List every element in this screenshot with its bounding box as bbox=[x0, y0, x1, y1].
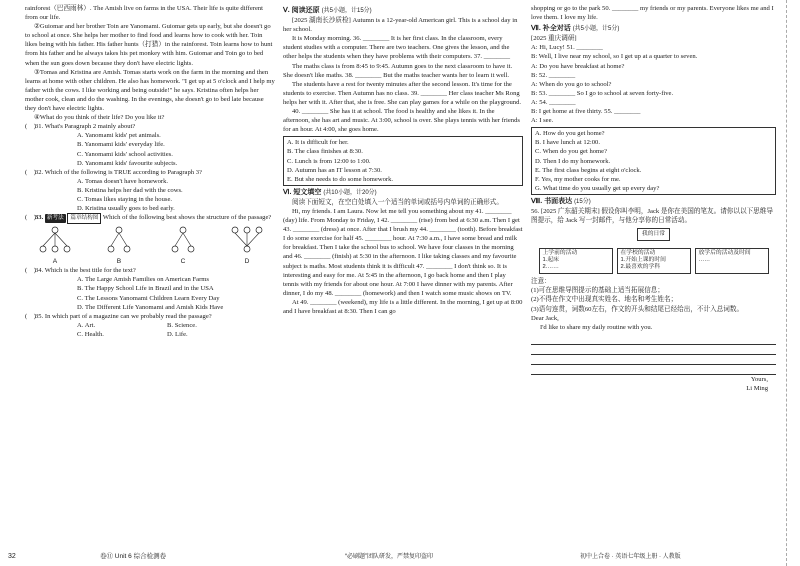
question-32 bbox=[25, 168, 275, 177]
letter-closing: Yours, bbox=[750, 375, 768, 383]
question-34-text: 34. Which is the best title for the text? bbox=[35, 267, 136, 275]
options-box bbox=[283, 136, 523, 185]
q34-option-d: D. The Different Life Yanomami and Amish Kids Have bbox=[77, 303, 224, 311]
left-column bbox=[25, 4, 275, 339]
dialog-line-7: A: 54. ________ bbox=[531, 98, 576, 106]
note-1: (1)可在思维导图提示的基础上适当拓展信息； bbox=[531, 287, 664, 295]
writing-prompt: 56. [2025 广东韶关期末] 假设你叫李明，Jack 是你在美国的笔友。请你以以下思维导图提示，给 Jack 写一封邮件，与他分享你的日常活动。 bbox=[531, 207, 773, 225]
mind-map-node-at-school: 在学校的活动 1.开始上课的时间 2.最喜欢的学科 bbox=[617, 248, 691, 274]
writing-lines[interactable] bbox=[531, 335, 776, 375]
q35-option-c: C. Health. bbox=[77, 330, 104, 338]
new-format-badge: 新考法 bbox=[45, 214, 66, 223]
letter-signature: Li Ming bbox=[746, 384, 768, 392]
option-e: E. But she needs to do some homework. bbox=[287, 175, 394, 183]
option-d: D. Then I do my homework. bbox=[535, 157, 611, 165]
question-32-text: 32. Which of the following is TRUE according to Paragraph 3? bbox=[35, 168, 202, 176]
option-a: A. It is difficult for her. bbox=[287, 139, 349, 147]
q31-option-a: A. Yanomami kids' pet animals. bbox=[77, 132, 161, 140]
dialog-line-5: A: When do you go to school? bbox=[531, 80, 612, 88]
option-c: C. When do you get home? bbox=[535, 148, 608, 156]
middle-column bbox=[283, 4, 523, 316]
label-c: C bbox=[180, 258, 186, 266]
question-35 bbox=[25, 312, 275, 321]
center-footer: “必刷题”团队研发，严禁复印盗印 bbox=[345, 554, 433, 560]
label-b: B bbox=[116, 258, 122, 266]
q34-option-c: C. The Lessons Yanomami Children Learn Every Day bbox=[77, 294, 220, 302]
fill-text-end: shopping or go to the park 50. ________ my friends or my parents. Everyone likes me and I love them. I love my life. bbox=[531, 5, 774, 22]
answer-bracket[interactable]: ( ) bbox=[25, 214, 36, 222]
q31-option-d: D. Yanomami kids' favourite subjects. bbox=[77, 159, 178, 167]
right-column bbox=[531, 4, 776, 393]
letter-opening: I'd like to share my daily routine with you. bbox=[540, 323, 653, 331]
dialog-options-box bbox=[531, 127, 776, 195]
page-number: 32 bbox=[8, 553, 16, 560]
label-d: D bbox=[244, 258, 250, 266]
instruction-6: 阅读下面短文，在空白处填入一个适当的单词或括号内单词的正确形式。 bbox=[292, 198, 503, 206]
question-33 bbox=[25, 213, 275, 224]
dialog-line-9: A: I see. bbox=[531, 117, 554, 125]
dialog-line-2: B: Well, I live near my school, so I get up at a quarter to seven. bbox=[531, 53, 698, 61]
reading-p2: The maths class is from 8:45 to 9:45. Autumn goes to the next classroom to have it. She doesn't like maths. 38. ________ But the maths teacher wants her to learn it well. bbox=[283, 62, 513, 79]
option-a: A. How do you get home? bbox=[535, 130, 605, 138]
q31-option-c: C. Yanomami kids' school activities. bbox=[77, 150, 173, 158]
structure-option-c[interactable] bbox=[165, 226, 201, 266]
q35-option-b: B. Science. bbox=[167, 321, 197, 329]
dialog-line-4: B: 52. ________ bbox=[531, 71, 576, 79]
reading-p4: 40. ________ She has it at school. The food is healthy and she likes it. In the afternoon, she has art and music. At 3:00, school is over. She plays tennis with her friends for an hour. At 4:00, she goes home. bbox=[283, 108, 520, 134]
q35-option-d: D. Life. bbox=[167, 330, 188, 338]
q35-options-row1 bbox=[25, 321, 275, 330]
tree-diagram-c bbox=[165, 226, 201, 254]
option-e: E. The first class begins at eight o'clock. bbox=[535, 166, 642, 174]
mind-map-root: 我的日常 bbox=[637, 228, 670, 241]
paragraph-3: ③Tomas and Kristina are Amish. Tomas starts work on the farm in the morning and then learns at home with other children. He also has homework. "I get up at 5 o'clock and I help my father with the cows. I like working and being outside!" he says. Kristina often helps her mother cook, clean and do the washing. In the evenings, she doesn't go to bed late because they don't have electric lights. bbox=[25, 68, 275, 113]
option-f: F. Yes, my mother cooks for me. bbox=[535, 175, 621, 183]
question-33-text: Which of the following best shows the structure of the passage? bbox=[102, 214, 272, 222]
q34-option-a: A. The Large Amish Families on American Farms bbox=[77, 276, 209, 284]
section-6-heading: Ⅵ. 短文填空 (共10小题，计20分) bbox=[283, 188, 377, 196]
note-3: (3)语句连贯，词数60左右，作文的开头和结尾已经给出，不计入总词数。 bbox=[531, 305, 744, 313]
mind-map bbox=[531, 228, 776, 274]
option-b: B. I have lunch at 12:00. bbox=[535, 139, 601, 147]
section-5-heading: Ⅴ. 阅读还原 (共5小题，计15分) bbox=[283, 7, 372, 14]
tree-diagram-b bbox=[101, 226, 137, 254]
passage-top: rainforest（巴西雨林）. The Amish live on farms in the USA. Their life is quite different from our life. bbox=[25, 5, 264, 22]
answer-bracket[interactable]: ( ) bbox=[25, 168, 36, 176]
section-7-heading: Ⅶ. 补全对话 (共5小题，计5分) bbox=[531, 25, 620, 33]
reading-p3: The students have a rest for twenty minutes after the second lesson. It's time for the students to exercise. Then Autumn has no class. 39. ________ Her class teacher Ms Rong helps her with it. After that, she is free. She can play games for a while on the playground. bbox=[283, 80, 522, 106]
dialog-line-1: A: Hi, Lucy! 51. ________ bbox=[531, 44, 603, 52]
structure-option-d[interactable] bbox=[229, 226, 265, 266]
q35-option-a: A. Art. bbox=[77, 321, 96, 329]
reading-p1: It is Monday morning. 36. ________ It is her first class. In the classroom, every student studies with a computer. There are two teachers. One gives the lesson, and the other helps the students when they have problems with their computers. 37. ________ bbox=[283, 35, 511, 61]
structure-badge: 篇章结构图 bbox=[67, 213, 101, 224]
structure-option-a[interactable] bbox=[37, 226, 73, 266]
option-d: D. Autumn has an IT lesson at 7:30. bbox=[287, 166, 382, 174]
tree-diagram-a bbox=[37, 226, 73, 254]
question-35-text: 35. In which part of a magazine can we probably read the passage? bbox=[35, 312, 212, 320]
structure-diagrams bbox=[25, 224, 275, 266]
q34-option-b: B. The Happy School Life in Brazil and in the USA bbox=[77, 285, 214, 293]
unit-footer: 卷⑪ Unit 6 综合检测卷 bbox=[100, 553, 167, 560]
right-footer: 初中上合卷 · 英语七年级上册 · 人教版 bbox=[580, 554, 681, 560]
q32-option-a: A. Tomas doesn't have homework. bbox=[77, 177, 169, 185]
q32-option-d: D. Kristina usually goes to bed early. bbox=[77, 205, 175, 213]
notes-title: 注意： bbox=[531, 278, 551, 286]
dialog-line-8: B: I get home at five thirty. 55. ________ bbox=[531, 108, 641, 116]
binding-line bbox=[786, 0, 787, 566]
note-2: (2)不得在作文中出现真实姓名、地名和考生姓名； bbox=[531, 296, 678, 304]
answer-bracket[interactable]: ( ) bbox=[25, 123, 36, 131]
source-tag: [2025 湖南长沙质检] bbox=[292, 17, 351, 25]
source-tag-7: [2025 重庆调研] bbox=[531, 35, 577, 43]
letter-greeting: Dear Jack, bbox=[531, 314, 559, 322]
question-31 bbox=[25, 122, 275, 131]
dialog-line-6: B: 53. ________ So I go to school at seven forty-five. bbox=[531, 89, 674, 97]
q32-option-b: B. Kristina helps her dad with the cows. bbox=[77, 186, 183, 194]
dialog-line-3: A: Do you have breakfast at home? bbox=[531, 62, 625, 70]
paragraph-2: ②Guiomar and her brother Toin are Yanomami. Guiomar gets up early, but she doesn't go to school at once. She helps her mother to find food and learns how to cook with her. Toin likes being with his father. His father hunts（打猎）in the rainforest. Toin learns how to hunt from his father and he always takes his pet monkey with him. Guiomar and Toin go to bed when the sun goes down because they don't have electric lights. bbox=[25, 23, 273, 67]
label-a: A bbox=[52, 258, 58, 266]
option-c: C. Lunch is from 12:00 to 1:00. bbox=[287, 157, 371, 165]
mind-map-node-before-school: 上学前的活动 1.起床 2.…… bbox=[539, 248, 613, 274]
q35-options-row2 bbox=[25, 330, 275, 339]
answer-bracket[interactable]: ( ) bbox=[25, 267, 36, 275]
q32-option-c: C. Tomas likes staying in the house. bbox=[77, 195, 173, 203]
tree-diagram-d bbox=[229, 226, 265, 254]
fill-text-2: At 49. ________ (weekend), my life is a little different. In the morning, I get up at 8:00 and I have breakfast at 8:30. Then I can go bbox=[283, 298, 523, 315]
option-g: G. What time do you usually get up every day? bbox=[535, 184, 660, 192]
mind-map-node-after-school: 放学后的活动及时间 …… bbox=[695, 248, 769, 274]
question-34 bbox=[25, 266, 275, 275]
question-33-number: 33. bbox=[35, 214, 44, 222]
fill-text-1: Hi, my friends. I am Laura. Now let me tell you something about my 41. ________ (day) life. From Monday to Friday, I 42. ________ (rise) from bed at 6:30 a.m. Then I get 43. ________ (dress) at once. After that I brush my 44. ________ (tooth). Before breakfast I do some exercise for half 45. ________ hour. At 7:30 a.m., I have some bread and milk for breakfast. Then I take the school bus to school. We have four classes in the morning and 46. ________ (finish) at 5:30 in the afternoon. I like taking classes and my favourite subject is maths. Most students think it is difficult 47. ________ I don't think so. It is interesting and easy for me. At 5:45 in the afternoon, I go back home and then I play tennis with my friends for about one hour. At 7:00 I have dinner with my parents. After dinner, I do my 48. ________ (homework) and then I watch some music shows on TV. bbox=[283, 207, 523, 297]
section-8-heading: Ⅷ. 书面表达 (15分) bbox=[531, 197, 591, 205]
q31-option-b: B. Yanomami kids' everyday life. bbox=[77, 141, 165, 149]
question-31-text: 31. What's Paragraph 2 mainly about? bbox=[35, 123, 136, 131]
passage-intro: [2025 湖南长沙质检] Autumn is a 12-year-old American girl. This is a school day in her school. bbox=[283, 17, 518, 34]
structure-option-b[interactable] bbox=[101, 226, 137, 266]
answer-bracket[interactable]: ( ) bbox=[25, 312, 36, 320]
paragraph-4: ④What do you think of their life? Do you like it? bbox=[34, 114, 165, 122]
option-b: B. The class finishes at 8:30. bbox=[287, 148, 363, 156]
